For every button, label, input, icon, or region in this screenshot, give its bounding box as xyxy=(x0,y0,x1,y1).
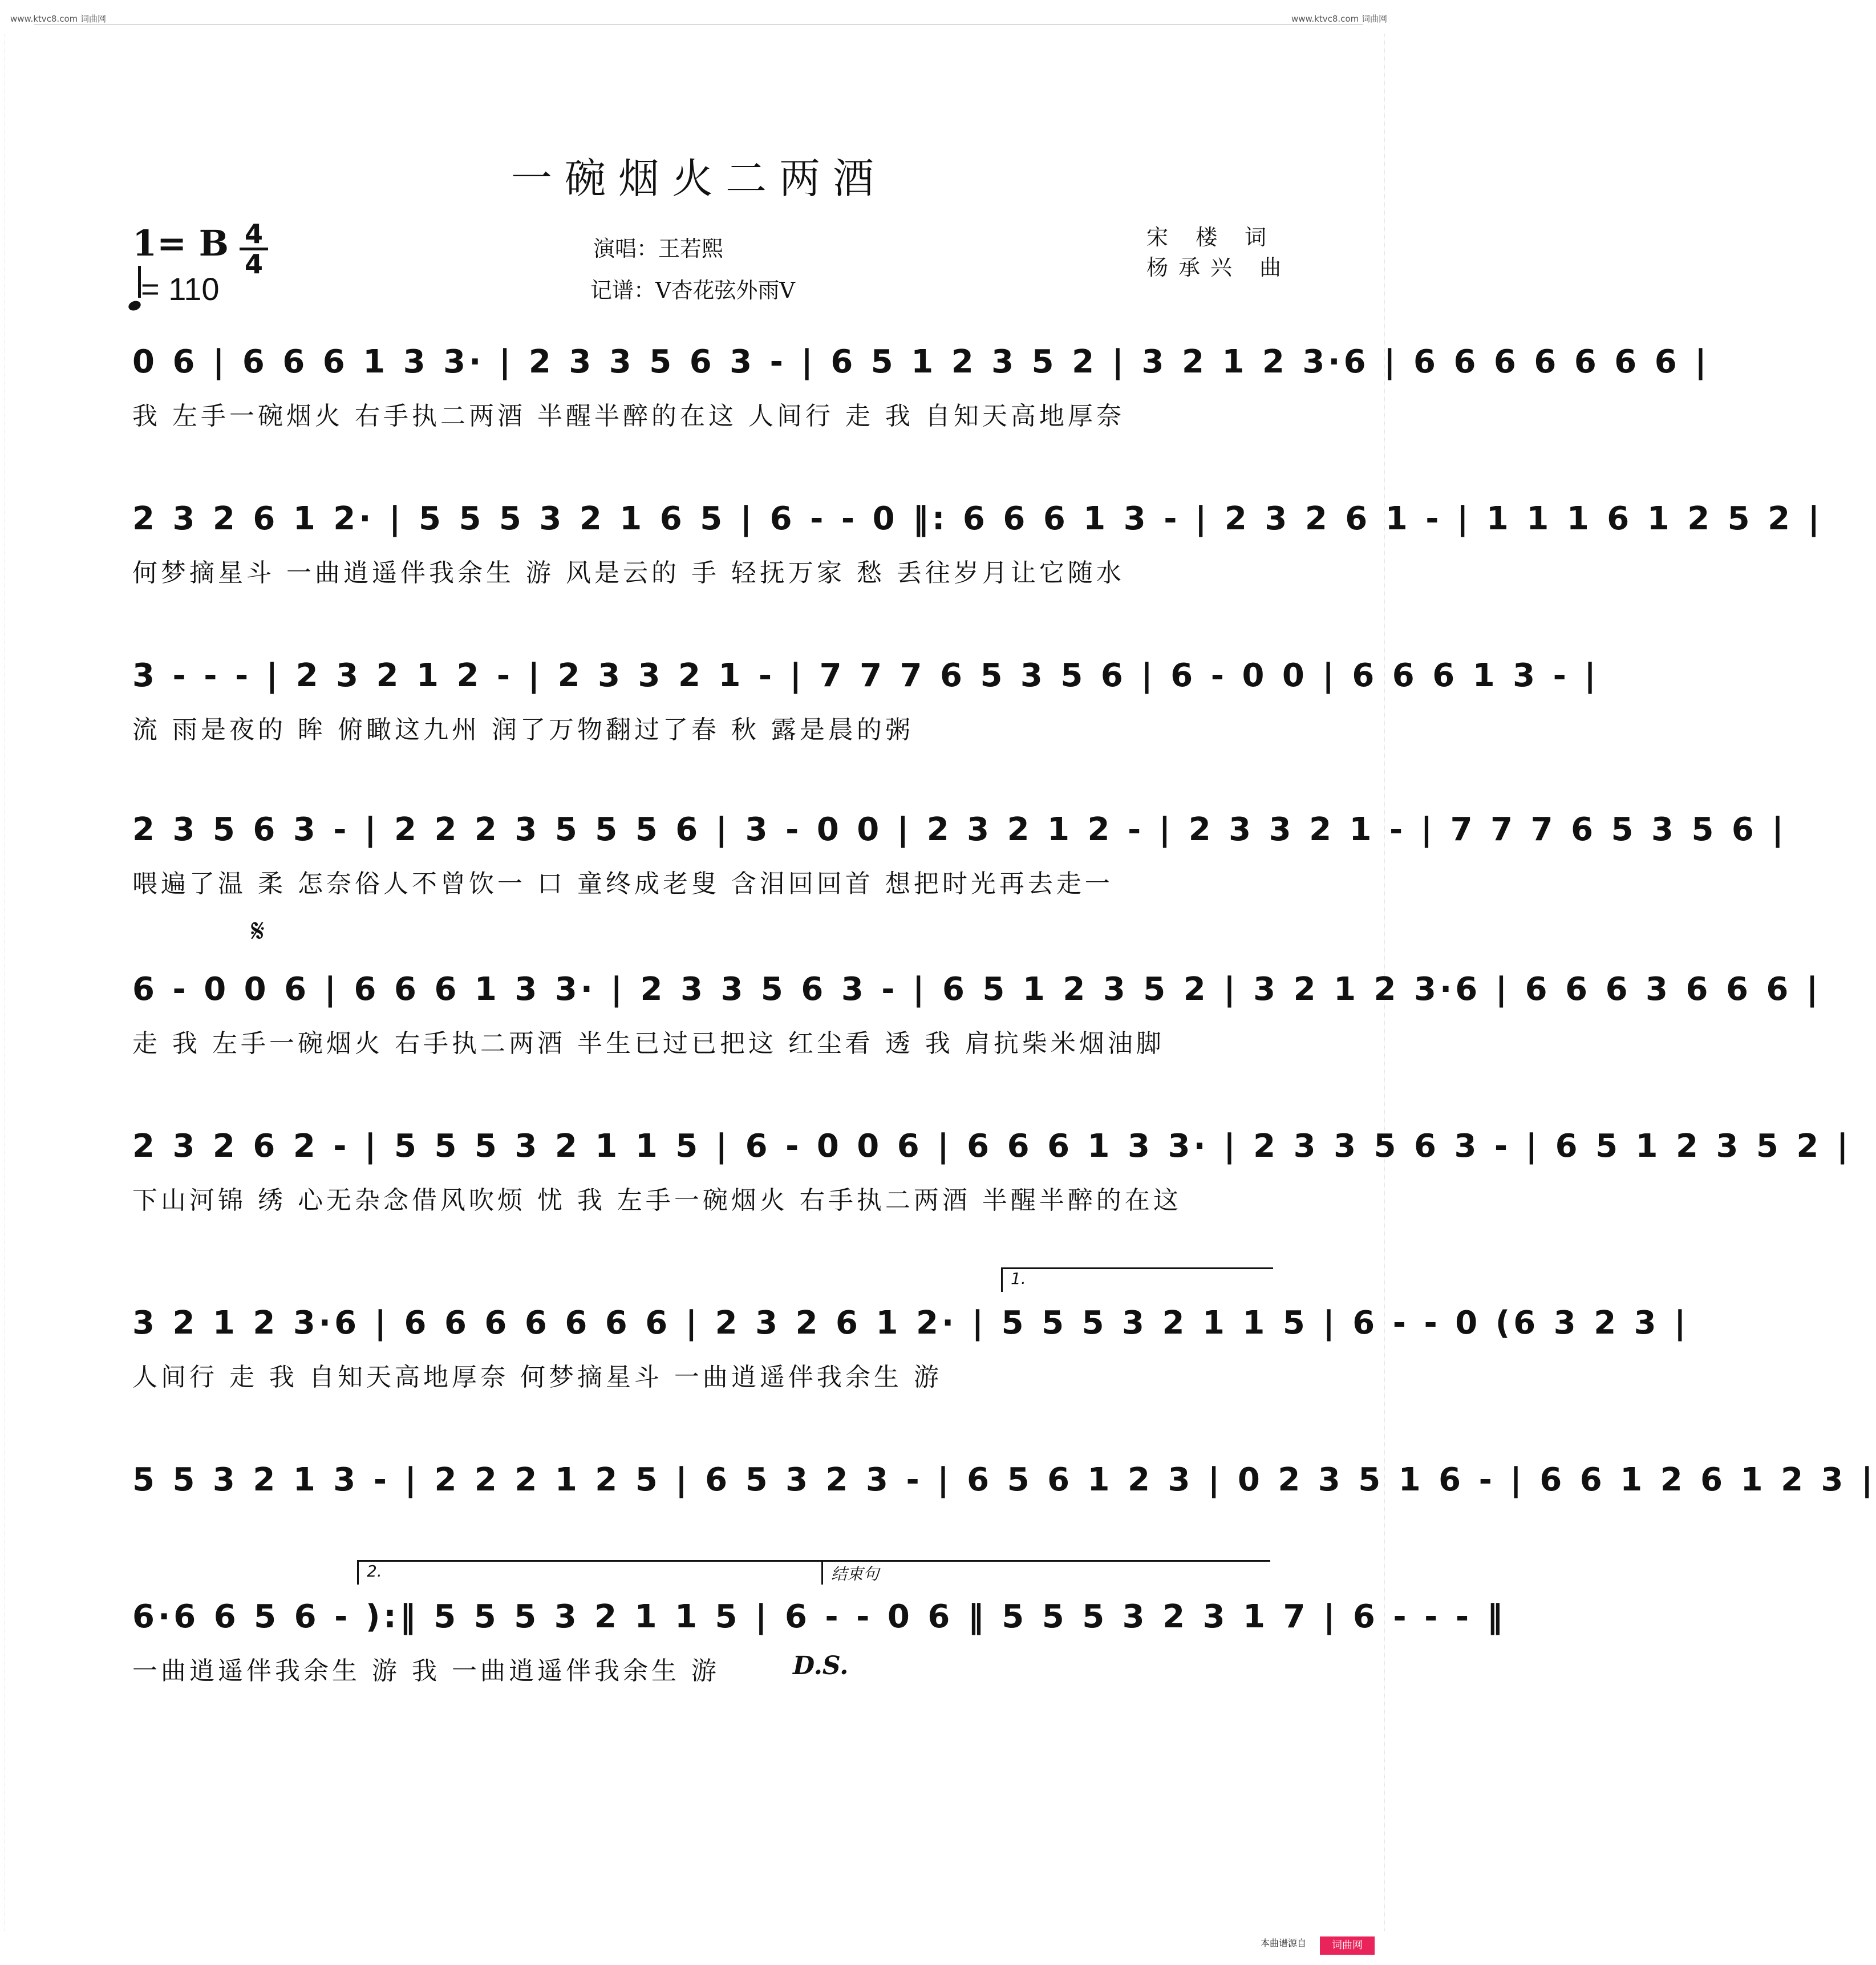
ending-phrase-bracket: 结束句 xyxy=(821,1560,1270,1585)
notes-row-2: 2 3 2 6 1 2· | 5 5 5 3 2 1 6 5 | 6 - - 0 ‖: 6 6 6 1 3 - | 2 3 2 6 1 - | 1 1 1 6 1 2 5 2 | xyxy=(132,500,1824,537)
lyrics-row-4: 喂遍了温 柔 怎奈俗人不曾饮一 口 童终成老叟 含泪回回首 想把时光再去走一 xyxy=(132,869,1113,898)
staff-row-3 xyxy=(132,647,1599,761)
lyrics-row-9: 一曲逍遥伴我余生 游 我 一曲逍遥伴我余生 游 xyxy=(132,1656,720,1686)
singer-credit: 演唱：王若熙 xyxy=(593,236,724,261)
lyricist-credit: 宋 楼 词 xyxy=(1146,225,1277,250)
tempo-marking xyxy=(128,268,220,307)
header-rule xyxy=(34,24,1363,25)
quarter-note-stem xyxy=(138,266,141,298)
notes-row-3: 3 - - - | 2 3 2 1 2 - | 2 3 3 2 1 - | 7 7 7 6 5 3 5 6 | 6 - 0 0 | 6 6 6 1 3 - | xyxy=(132,657,1599,694)
staff-row-8 xyxy=(132,1452,1876,1566)
staff-row-5 xyxy=(132,961,1822,1075)
staff-row-6 xyxy=(132,1118,1852,1232)
footer-logo: 词曲网 xyxy=(1320,1936,1375,1955)
notes-row-9: 6·6 6 5 6 - ):‖ 5 5 5 3 2 1 1 5 | 6 - - 0 6 ‖ 5 5 5 3 2 3 1 7 | 6 - - - ‖ xyxy=(132,1598,1506,1635)
left-margin-strip xyxy=(5,34,13,1931)
volta-second-ending: 2. xyxy=(357,1560,823,1585)
tempo-value: = 110 xyxy=(141,271,220,307)
footer-source-text: 本曲谱源自 xyxy=(1260,1938,1306,1948)
time-signature xyxy=(240,218,268,279)
lyrics-row-3: 流 雨是夜的 眸 俯瞰这九州 润了万物翻过了春 秋 露是晨的粥 xyxy=(132,715,914,744)
notes-row-6: 2 3 2 6 2 - | 5 5 5 3 2 1 1 5 | 6 - 0 0 6 | 6 6 6 1 3 3· | 2 3 3 5 6 3 - | 6 5 1 2 3 5 2 | xyxy=(132,1128,1852,1165)
staff-row-9 xyxy=(132,1589,1506,1703)
staff-row-7 xyxy=(132,1295,1689,1409)
time-signature-bottom: 4 xyxy=(244,249,263,279)
notes-row-4: 2 3 5 6 3 - | 2 2 2 3 5 5 5 6 | 3 - 0 0 | 2 3 2 1 2 - | 2 3 3 2 1 - | 7 7 7 6 5 3 5 6 | xyxy=(132,811,1787,848)
notes-row-5: 6 - 0 0 6 | 6 6 6 1 3 3· | 2 3 3 5 6 3 - | 6 5 1 2 3 5 2 | 3 2 1 2 3·6 | 6 6 6 3 6 6 6 | xyxy=(132,971,1822,1008)
dal-segno-marking: D.S. xyxy=(793,1651,849,1680)
segno-symbol: 𝄋 xyxy=(251,913,265,950)
volta-first-ending: 1. xyxy=(1001,1267,1273,1292)
key-signature: 1= B xyxy=(132,222,229,264)
quarter-note-icon xyxy=(127,299,142,313)
notes-row-1: 0 6 | 6 6 6 1 3 3· | 2 3 3 5 6 3 - | 6 5 1 2 3 5 2 | 3 2 1 2 3·6 | 6 6 6 6 6 6 6 | xyxy=(132,343,1710,380)
notes-row-8: 5 5 3 2 1 3 - | 2 2 2 1 2 5 | 6 5 3 2 3 - | 6 5 6 1 2 3 | 0 2 3 5 1 6 - | 6 6 1 2 6 1 2 3 | xyxy=(132,1461,1876,1498)
lyrics-row-1: 我 左手一碗烟火 右手执二两酒 半醒半醉的在这 人间行 走 我 自知天高地厚奈 xyxy=(132,402,1125,431)
lyrics-row-7: 人间行 走 我 自知天高地厚奈 何梦摘星斗 一曲逍遥伴我余生 游 xyxy=(132,1363,942,1392)
time-signature-top: 4 xyxy=(244,218,263,249)
watermark-right: www.ktvc8.com 词曲网 xyxy=(1291,14,1387,24)
staff-row-4 xyxy=(132,801,1787,915)
lyrics-row-5: 走 我 左手一碗烟火 右手执二两酒 半生已过已把这 红尘看 透 我 肩抗柴米烟油脚 xyxy=(132,1029,1165,1058)
notes-row-7: 3 2 1 2 3·6 | 6 6 6 6 6 6 6 | 2 3 2 6 1 2· | 5 5 5 3 2 1 1 5 | 6 - - 0 (6 3 2 3 | xyxy=(132,1304,1689,1342)
staff-row-2 xyxy=(132,491,1824,605)
composer-credit: 杨承兴 曲 xyxy=(1146,255,1292,280)
watermark-left: www.ktvc8.com 词曲网 xyxy=(10,14,107,24)
lyrics-row-6: 下山河锦 绣 心无杂念借风吹烦 忧 我 左手一碗烟火 右手执二两酒 半醒半醉的在这 xyxy=(132,1186,1182,1215)
staff-row-1 xyxy=(132,334,1710,448)
transcriber-credit: 记谱：V杏花弦外雨V xyxy=(590,278,795,303)
song-title: 一碗烟火二两酒 xyxy=(510,155,886,202)
lyrics-row-2: 何梦摘星斗 一曲逍遥伴我余生 游 风是云的 手 轻抚万家 愁 丢往岁月让它随水 xyxy=(132,558,1125,588)
